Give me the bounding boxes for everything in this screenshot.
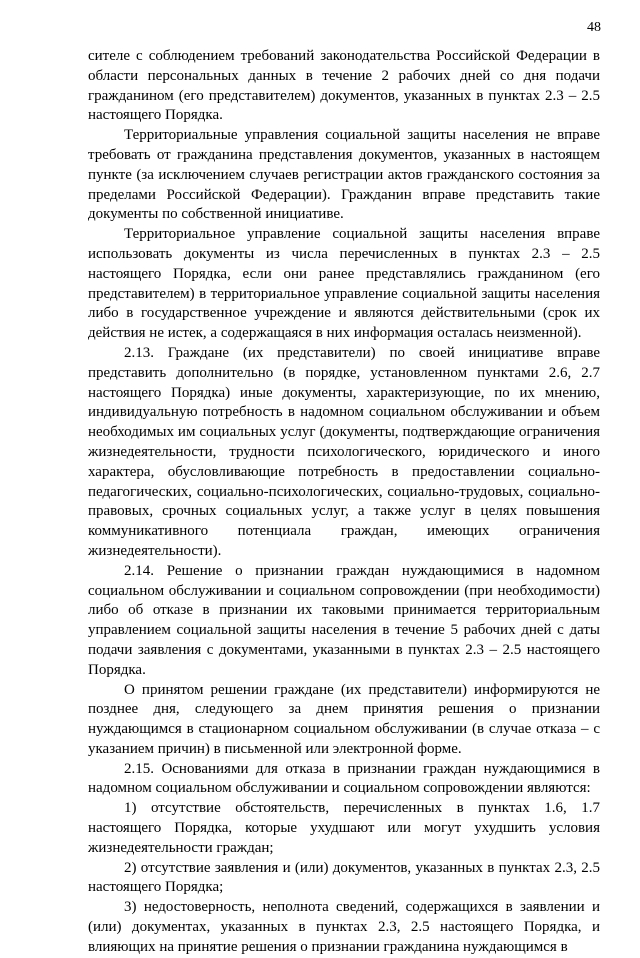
paragraph-clause-2-15: 2.15. Основаниями для отказа в признании граждан нуждающимися в надомном социальном обслуживании и социальном сопровождении являются: bbox=[88, 760, 600, 797]
paragraph: Территориальное управление социальной защиты населения вправе использовать документы из числа перечисленных в пунктах 2.3 – 2.5 настоящего Порядка, если они ранее представлялись гражданином (его представителем) в территориальное управление социальной защиты населения либо в государственное учреждение и являются действительными (срок их действия не истек, а содержащаяся в них информация осталась неизменной). bbox=[88, 226, 600, 342]
page-number: 48 bbox=[587, 20, 601, 35]
paragraph: Территориальные управления социальной защиты населения не вправе требовать от гражданина представления документов, указанных в настоящем пункте (за исключением случаев регистрации актов гражданского состояния за пределами Российской Федерации). Гражданин вправе представить такие документы по собственной инициативе. bbox=[88, 127, 600, 223]
document-body bbox=[88, 47, 600, 958]
paragraph-clause-2-13: 2.13. Граждане (их представители) по своей инициативе вправе представить дополнительно (в порядке, установленном пунктами 2.6, 2.7 настоящего Порядка) иные документы, характеризующие, по их мнению, индивидуальную потребность в надомном социальном обслуживании и объем необходимых им социальных услуг (документы, подтверждающие ограничения жизнедеятельности, трудности психологического, юридического и иного характера, обусловливающие потребность в предоставлении социально-педагогических, социально-психологических, социально-трудовых, социально-правовых, срочных социальных услуг, а также услуг в целях повышения коммуникативного потенциала граждан, имеющих ограничения жизнедеятельности). bbox=[88, 344, 600, 559]
paragraph: О принятом решении граждане (их представители) информируются не позднее дня, следующего за днем принятия решения о признании нуждающимся в стационарном социальном обслуживании (в случае отказа – с указанием причин) в письменной или электронной форме. bbox=[88, 681, 600, 757]
list-item: 1) отсутствие обстоятельств, перечисленных в пунктах 1.6, 1.7 настоящего Порядка, которые ухудшают или могут ухудшить условия жизнедеятельности граждан; bbox=[88, 800, 600, 856]
list-item: 2) отсутствие заявления и (или) документов, указанных в пунктах 2.3, 2.5 настоящего Порядка; bbox=[88, 859, 600, 896]
list-item: 3) недостоверность, неполнота сведений, содержащихся в заявлении и (или) документах, указанных в пунктах 2.3, 2.5 настоящего Порядка, и влияющих на принятие решения о признании гражданина нуждающимся в bbox=[88, 899, 600, 955]
paragraph-clause-2-14: 2.14. Решение о признании граждан нуждающимися в надомном социальном обслуживании и социальном сопровождении (при необходимости) либо об отказе в признании их таковыми принимается территориальным управлением социальной защиты населения в течение 5 рабочих дней с даты подачи заявления с документами, указанными в пунктах 2.3 – 2.5 настоящего Порядка. bbox=[88, 562, 600, 678]
paragraph-continuation: сителе с соблюдением требований законодательства Российской Федерации в области персональных данных в течение 2 рабочих дней со дня подачи гражданином (его представителем) документов, указанных в пунктах 2.3 – 2.5 настоящего Порядка. bbox=[88, 48, 600, 124]
